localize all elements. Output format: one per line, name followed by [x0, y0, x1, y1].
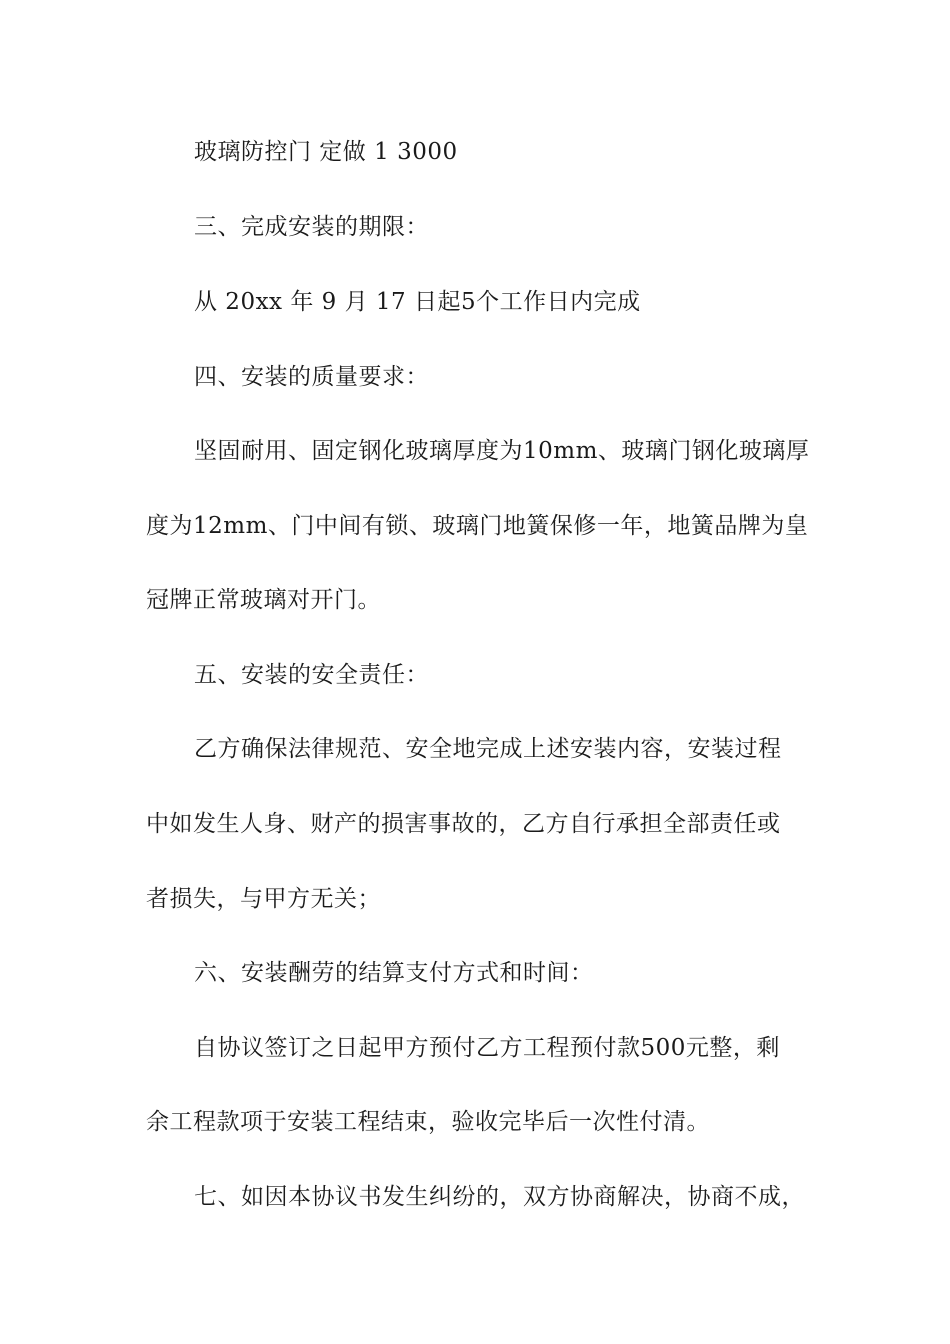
paragraph-line: 坚固耐用、固定钢化玻璃厚度为10mm、玻璃门钢化玻璃厚 — [194, 438, 810, 464]
section-heading-5: 五、安装的安全责任： — [194, 662, 429, 688]
paragraph-line: 者损失，与甲方无关； — [146, 886, 381, 912]
paragraph-line: 余工程款项于安装工程结束，验收完毕后一次性付清。 — [146, 1109, 710, 1135]
paragraph-line: 度为12mm、门中间有锁、玻璃门地簧保修一年，地簧品牌为皇 — [146, 513, 809, 539]
paragraph-line: 中如发生人身、财产的损害事故的，乙方自行承担全部责任或 — [146, 811, 781, 837]
paragraph-line: 从 20xx 年 9 月 17 日起5个工作日内完成 — [194, 289, 641, 315]
item-row-glass-door: 玻璃防控门 定做 1 3000 — [194, 139, 458, 165]
section-heading-6: 六、安装酬劳的结算支付方式和时间： — [194, 960, 594, 986]
paragraph-line: 乙方确保法律规范、安全地完成上述安装内容，安装过程 — [194, 736, 782, 762]
paragraph-line: 自协议签订之日起甲方预付乙方工程预付款500元整，剩 — [194, 1035, 780, 1061]
paragraph-line: 冠牌正常玻璃对开门。 — [146, 587, 381, 613]
section-heading-4: 四、安装的质量要求： — [194, 364, 429, 390]
section-heading-7: 七、如因本协议书发生纠纷的，双方协商解决，协商不成， — [194, 1184, 805, 1210]
section-heading-3: 三、完成安装的期限： — [194, 214, 429, 240]
